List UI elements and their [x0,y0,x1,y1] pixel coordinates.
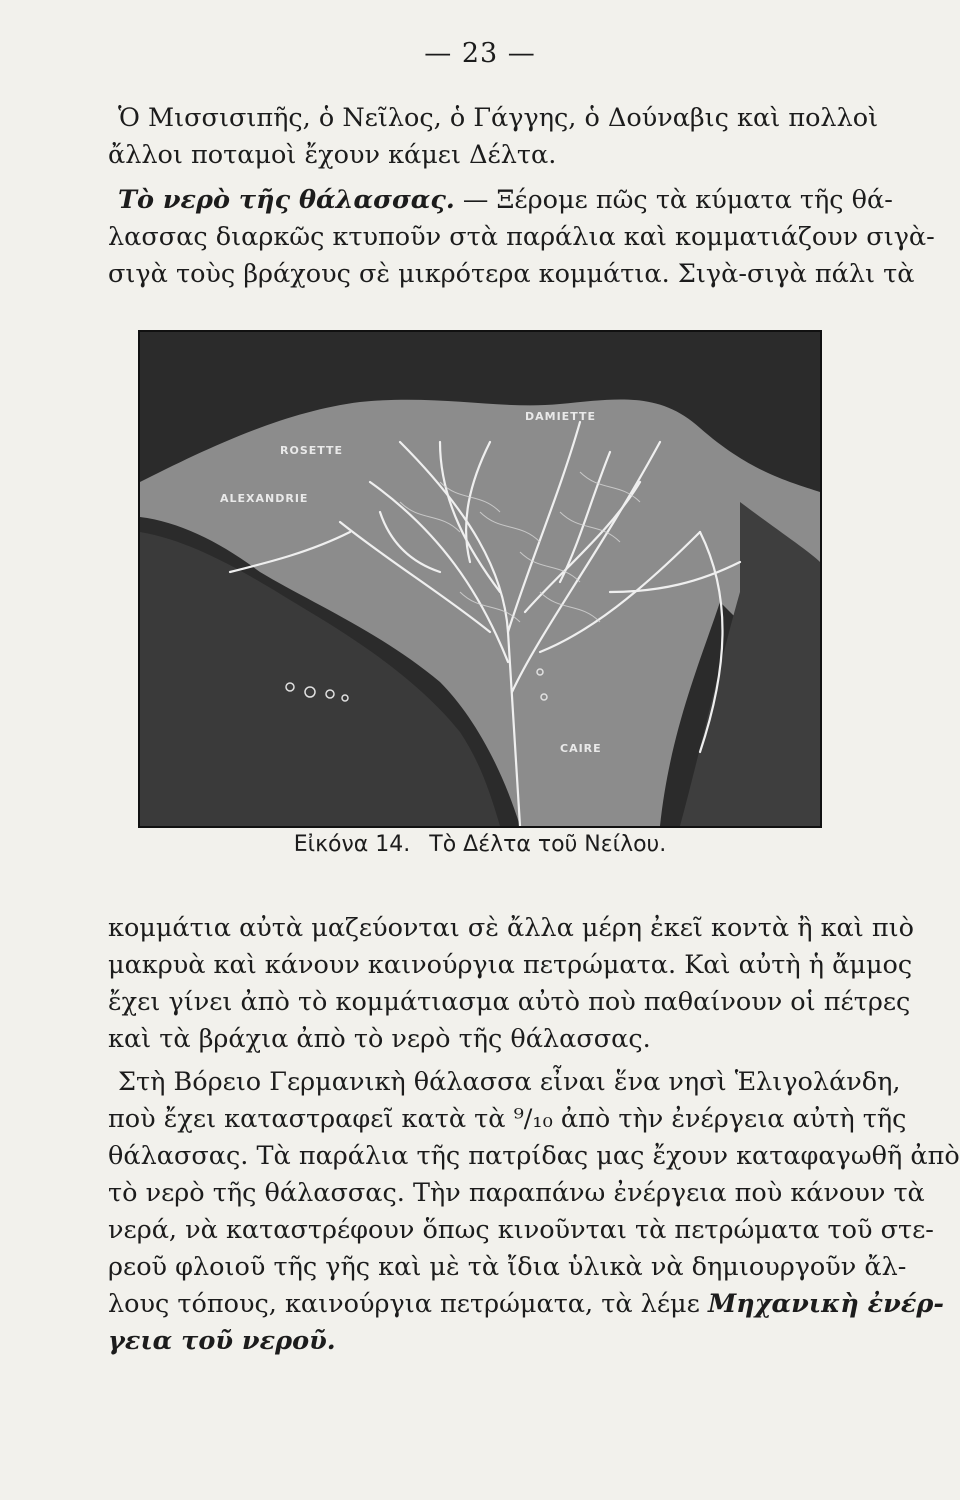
text-line: τὸ νερὸ τῆς θάλασσας. Τὴν παραπάνω ἐνέργεια ποὺ κάνουν τὰ [108,1178,925,1208]
text-line: καὶ τὰ βράχια ἀπὸ τὸ νερὸ τῆς θάλασσας. [108,1024,651,1054]
term-mechanical-energy: Μηχανικὴ ἐνέρ- [707,1289,944,1319]
text-line: σιγὰ τοὺς βράχους σὲ μικρότερα κομμάτια. Σιγὰ-σιγὰ πάλι τὰ [108,259,915,289]
paragraph-rivers [108,100,879,174]
nile-delta-map [138,330,822,828]
delta-map-illustration [140,332,820,826]
text-run: λους τόπους, καινούργια πετρώματα, τὰ λέμε [108,1289,708,1319]
label-caire: CAIRE [560,742,602,755]
text-line: Στὴ Βόρειο Γερμανικὴ θάλασσα εἶναι ἕνα νησὶ Ἑλιγολάνδη, [118,1067,901,1097]
text-line: λασσας διαρκῶς κτυποῦν στὰ παράλια καὶ κομματιάζουν σιγὰ- [108,222,935,252]
label-alexandrie: ALEXANDRIE [220,492,309,505]
text-line: θάλασσας. Τὰ παράλια τῆς πατρίδας μας ἔχουν καταφαγωθῆ ἀπὸ [108,1141,960,1171]
paragraph-sea-water [108,182,935,293]
text-line [108,1286,944,1323]
caption-number: Εἰκόνα 14. [293,832,411,857]
text-line: ἄλλοι ποταμοὶ ἔχουν κάμει Δέλτα. [108,140,557,170]
text-line: Ὁ Μισσισιπῆς, ὁ Νεῖλος, ὁ Γάγγης, ὁ Δούναβις καὶ πολλοὶ [118,103,879,133]
text-line: κομμάτια αὐτὰ μαζεύονται σὲ ἄλλα μέρη ἐκεῖ κοντὰ ἢ καὶ πιὸ [108,913,914,943]
section-heading: Τὸ νερὸ τῆς θάλασσας. [118,185,455,215]
label-rosette: ROSETTE [280,444,344,457]
text-line [108,1323,868,1360]
text-line: νερά, νὰ καταστρέφουν ὅπως κινοῦνται τὰ πετρώματα τοῦ στε- [108,1215,934,1245]
label-damiette: DAMIETTE [525,410,596,423]
figure-caption [0,832,960,857]
paragraph-heligoland [108,1064,960,1360]
page-number: — 23 — [424,38,536,69]
term-mechanical-energy-end: γεια τοῦ νεροῦ. [108,1326,336,1356]
text-line: ρεοῦ φλοιοῦ τῆς γῆς καὶ μὲ τὰ ἴδια ὑλικὰ νὰ δημιουργοῦν ἄλ- [108,1252,907,1282]
paragraph-sand [108,910,914,1058]
text-line: μακρυὰ καὶ κάνουν καινούργια πετρώματα. Καὶ αὐτὴ ἡ ἄμμος [108,950,913,980]
text-line: ἔχει γίνει ἀπὸ τὸ κομμάτιασμα αὐτὸ ποὺ παθαίνουν οἱ πέτρες [108,987,911,1017]
text-line [108,182,893,219]
text-run: — Ξέρομε πῶς τὰ κύματα τῆς θά- [454,185,893,215]
caption-title: Τὸ Δέλτα τοῦ Νείλου. [429,832,667,857]
text-line: ποὺ ἔχει καταστραφεῖ κατὰ τὰ ⁹/₁₀ ἀπὸ τὴν ἐνέργεια αὐτὴ τῆς [108,1104,907,1134]
